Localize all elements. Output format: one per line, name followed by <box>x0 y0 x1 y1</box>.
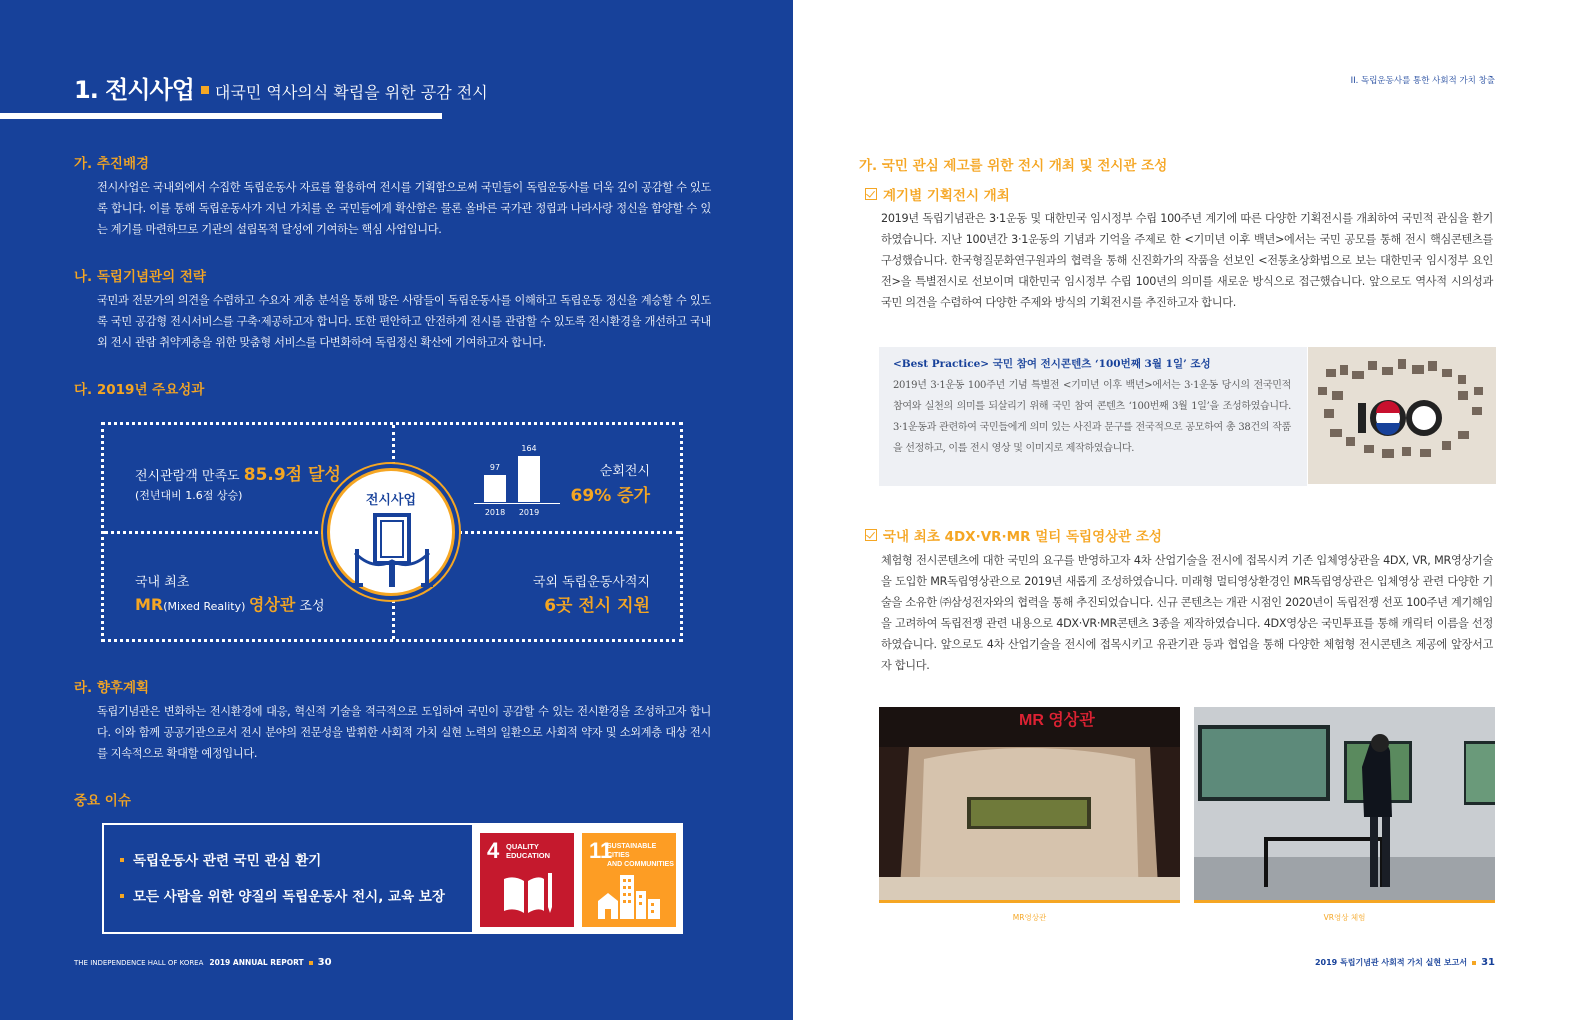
city-buildings-icon <box>596 869 662 919</box>
heading-strategy: 나. 독립기념관의 전략 <box>74 269 206 285</box>
section-subtitle: 대국민 역사의식 확립을 위한 공감 전시 <box>214 83 488 102</box>
issue-box <box>102 823 683 934</box>
title-square-marker <box>201 86 209 94</box>
bar-2019 <box>518 456 540 502</box>
subheading-mr-theater <box>865 525 1162 545</box>
caption-vr-experience: VR영상 체험 <box>1323 913 1366 922</box>
mr-fullname: (Mixed Reality) <box>163 600 249 613</box>
heading-exhibitions: 가. 국민 관심 제고를 위한 전시 개최 및 전시관 조성 <box>859 158 1168 174</box>
best-practice-text: 2019년 3·1운동 100주년 기념 특별전 <기미년 이후 백년>에서는 3·1운동 당시의 전국민적 참여와 실천의 의미를 되살리기 위해 국민 참여 콘텐츠 ‘100번째 3월 1일’을 조성하였습니다. 3·1운동과 관련하여 국민들에게 의미 있는 사진과 문구를 전국적으로 공모하여 총 38건의 작품을 선정하고, 이를 전시 영상 및 이미지로 제작하였습니다. <box>893 380 1291 454</box>
mr-theater-illustration <box>879 707 1180 903</box>
sdg-4-number: 4 <box>487 838 500 863</box>
emblem-label: 전시사업 <box>365 493 417 508</box>
sdg-4-badge <box>480 833 574 927</box>
best-practice-heading: <Best Practice> 국민 참여 전시콘텐츠 ‘100번째 3월 1일’ 조성 <box>893 358 1211 370</box>
page-number: 31 <box>1481 957 1495 968</box>
sdg-4-title <box>506 842 550 860</box>
sdg-11-title-line1: SUSTAINABLE CITIES <box>607 843 657 859</box>
checkbox-icon <box>865 529 877 541</box>
sdg-11-title <box>607 842 676 869</box>
left-footer <box>74 957 332 968</box>
bar-value-label: 164 <box>521 444 537 453</box>
satisfaction-stat <box>135 460 341 485</box>
subheading-planned-exhibitions <box>865 184 1010 204</box>
sdg-11-title-line2: AND COMMUNITIES <box>607 861 674 868</box>
paragraph-strategy: 국민과 전문가의 의견을 수렴하고 수요자 계층 분석을 통해 많은 사람들이 독립운동사를 이해하고 독립운동 정신을 계승할 수 있도록 국민 공감형 전시서비스를 구축·제공하고자 합니다. 또한 편안하고 안전하게 전시를 관람할 수 있도록 전시환경을 개선하고 국내외 전시 관람 취약계층을 위한 맞춤형 서비스를 다변화하여 독립정신 확산에 기여하고자 합니다. <box>97 294 711 349</box>
sdg-4-title-line1: QUALITY <box>506 842 539 851</box>
issue-item: 모든 사람을 위한 양질의 독립운동사 전시, 교육 보장 <box>120 885 445 905</box>
touring-bar-chart <box>470 438 560 520</box>
section-number-title: 1. 전시사업 <box>74 76 194 104</box>
subheading-text: 계기별 기획전시 개최 <box>883 188 1010 204</box>
satisfaction-label: 전시관람객 만족도 <box>135 469 244 484</box>
sdg-4-title-line2: EDUCATION <box>506 851 551 860</box>
photo-mr-theater <box>879 707 1180 903</box>
book-pencil-icon <box>500 871 556 917</box>
bar-2018 <box>484 475 506 502</box>
satisfaction-note: (전년대비 1.6점 상승) <box>135 489 243 502</box>
subheading-text: 국내 최초 4DX·VR·MR 멀티 독립영상관 조성 <box>883 529 1162 545</box>
exhibition-frame-icon <box>351 511 433 589</box>
bar-value-label: 97 <box>489 463 501 472</box>
footer-org: THE INDEPENDENCE HALL OF KOREA <box>74 958 204 967</box>
right-footer <box>1315 957 1495 968</box>
chapter-title: II. 독립운동사를 통한 사회적 가치 창출 <box>1350 76 1495 86</box>
sdg-11-number: 11 <box>589 838 613 863</box>
satisfaction-value: 85.9점 달성 <box>243 465 341 485</box>
footer-square <box>1472 961 1476 965</box>
overseas-label: 국외 독립운동사적지 <box>532 575 650 590</box>
mr-stat <box>135 592 325 615</box>
overseas-value: 6곳 전시 지원 <box>544 596 650 616</box>
caption-mr-theater: MR영상관 <box>1012 913 1047 922</box>
bar-category-label: 2019 <box>518 508 540 517</box>
photo-wall-illustration <box>1308 347 1496 484</box>
paragraph-plan: 독립기념관은 변화하는 전시환경에 대응, 혁신적 기술을 적극적으로 도입하여 국민이 공감할 수 있는 전시환경을 조성하고자 합니다. 이와 함께 공공기관으로서 전시 분야의 전문성을 발휘한 사회적 가치 실현 노력의 일환으로 사회적 약자 및 소외계층 대상 전시를 지속적으로 확대할 예정입니다. <box>97 705 711 760</box>
touring-label: 순회전시 <box>599 464 650 479</box>
mr-sign-text: MR 영상관 <box>1019 712 1095 729</box>
sdg-11-badge <box>582 833 676 927</box>
paragraph-mr-theater: 체험형 전시콘텐츠에 대한 국민의 요구를 반영하고자 4차 산업기술을 전시에 접목시켜 기존 입체영상관을 4DX, VR, MR영상기술을 도입한 MR독립영상관으로 2019년 새롭게 조성하였습니다. 미래형 멀티영상환경인 MR독립영상관은 입체영상 관련 다양한 기술을 소유한 ㈜삼성전자와의 협력을 통해 추진되었습니다. 신규 콘텐츠는 개관 시점인 2020년이 독립전쟁 선포 100주년 계기해임을 고려하여 독립전쟁 관련 내용으로 4DX·VR·MR콘텐츠 3종을 제작하였습니다. 4DX영상은 국민투표를 통해 캐릭터 이름을 선정하였습니다. 앞으로도 4차 산업기술을 전시에 접목시키고 유관기관 등과 협업을 통해 다양한 체험형 전시콘텐츠 제공에 앞장서고자 합니다. <box>881 554 1493 672</box>
chart-axis <box>474 503 560 504</box>
checkbox-icon <box>865 188 877 200</box>
exhibition-emblem <box>327 468 455 596</box>
mr-label: 국내 최초 <box>135 575 190 590</box>
footer-report: 2019 독립기념관 사회적 가치 실현 보고서 <box>1314 958 1468 967</box>
mr-suffix: 조성 <box>295 599 325 614</box>
footer-report: 2019 ANNUAL REPORT <box>209 958 304 967</box>
left-page <box>0 0 793 1020</box>
best-practice-box <box>879 347 1307 486</box>
issue-item: 독립운동사 관련 국민 관심 환기 <box>120 849 321 869</box>
heading-issues: 중요 이슈 <box>74 793 131 809</box>
photo-vr-experience <box>1194 707 1495 903</box>
touring-value: 69% 증가 <box>570 486 650 506</box>
heading-plan: 라. 향후계획 <box>74 680 150 696</box>
section-title <box>74 70 488 105</box>
right-page <box>793 0 1587 1020</box>
photo-100th-march-first <box>1308 347 1496 484</box>
sdg-panel <box>472 825 683 932</box>
mr-value: MR <box>135 595 164 614</box>
vr-experience-illustration <box>1194 707 1495 903</box>
heading-background: 가. 추진배경 <box>74 156 150 172</box>
footer-square <box>309 961 313 965</box>
paragraph-background: 전시사업은 국내외에서 수집한 독립운동사 자료를 활용하여 전시를 기획함으로써 국민들이 독립운동사를 더욱 깊이 공감할 수 있도록 합니다. 이를 통해 독립운동사가 지닌 가치를 온 국민들에게 확산함은 물론 올바른 국가관 정립과 나라사랑 정신을 함양할 수 있는 계기를 마련하므로 기관의 설립목적 달성에 기여하는 핵심 사업입니다. <box>97 181 711 236</box>
bar-category-label: 2018 <box>484 508 506 517</box>
paragraph-planned-exhibitions: 2019년 독립기념관은 3·1운동 및 대한민국 임시정부 수립 100주년 계기에 따른 다양한 기획전시를 개최하여 국민적 관심을 환기하였습니다. 지난 100년간 3·1운동의 기념과 기억을 주제로 한 <기미년 이후 백년>에서는 국민 공모를 통해 전시 핵심콘텐츠를 구성했습니다. 한국형질문화연구원과의 협력을 통해 신진화가의 작품을 선보인 <전통초상화법으로 보는 대한민국 임시정부 요인전>을 특별전시로 선보이며 대한민국 임시정부 수립 100년의 의미를 새로운 방식으로 접근했습니다. 앞으로도 역사적 시의성과 국민 의견을 수렴하여 다양한 주제와 방식의 기획전시를 추진하고자 합니다. <box>881 212 1493 309</box>
title-underline <box>0 113 442 119</box>
heading-results: 다. 2019년 주요성과 <box>74 382 205 398</box>
mr-theater: 영상관 <box>248 595 296 614</box>
page-number: 30 <box>317 957 332 968</box>
